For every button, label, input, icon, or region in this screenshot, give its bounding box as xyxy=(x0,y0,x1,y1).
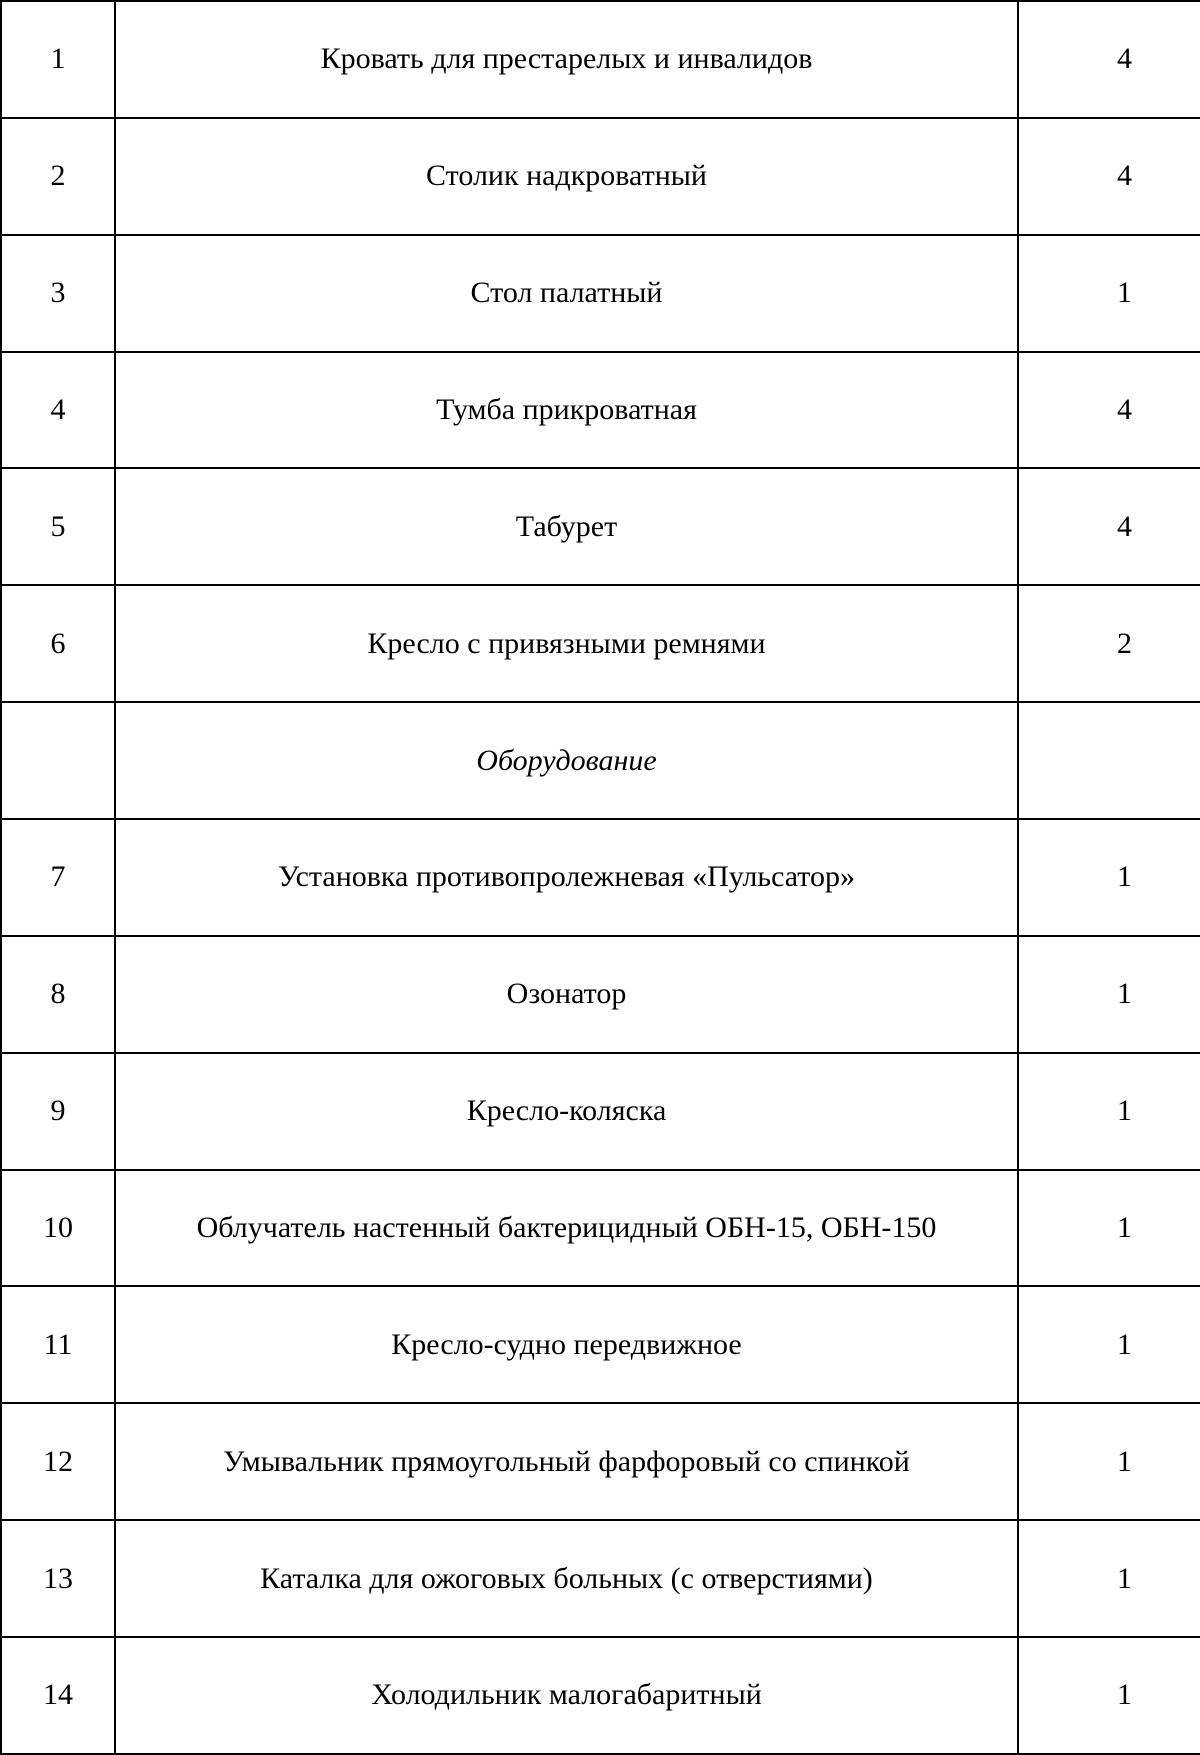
item-quantity: 1 xyxy=(1018,1286,1200,1403)
table-row xyxy=(1,819,1200,936)
item-name: Установка противопролежневая «Пульсатор» xyxy=(115,819,1018,936)
item-quantity xyxy=(1018,702,1200,819)
item-quantity: 1 xyxy=(1018,1520,1200,1637)
row-number: 14 xyxy=(1,1637,115,1754)
table-row xyxy=(1,585,1200,702)
item-name: Стол палатный xyxy=(115,235,1018,352)
row-number: 6 xyxy=(1,585,115,702)
item-quantity: 2 xyxy=(1018,585,1200,702)
item-quantity: 4 xyxy=(1018,1,1200,118)
item-quantity: 4 xyxy=(1018,468,1200,585)
row-number: 3 xyxy=(1,235,115,352)
table-row xyxy=(1,1286,1200,1403)
item-quantity: 1 xyxy=(1018,1170,1200,1287)
table-row xyxy=(1,1053,1200,1170)
table-row xyxy=(1,118,1200,235)
item-quantity: 1 xyxy=(1018,819,1200,936)
row-number: 7 xyxy=(1,819,115,936)
item-name: Холодильник малогабаритный xyxy=(115,1637,1018,1754)
item-name: Кресло-коляска xyxy=(115,1053,1018,1170)
item-name: Столик надкроватный xyxy=(115,118,1018,235)
item-name: Кресло-судно передвижное xyxy=(115,1286,1018,1403)
row-number: 4 xyxy=(1,352,115,469)
item-name: Кресло с привязными ремнями xyxy=(115,585,1018,702)
item-quantity: 1 xyxy=(1018,1053,1200,1170)
table-row xyxy=(1,1170,1200,1287)
item-name: Табурет xyxy=(115,468,1018,585)
item-name: Умывальник прямоугольный фарфоровый со спинкой xyxy=(115,1403,1018,1520)
row-number: 12 xyxy=(1,1403,115,1520)
item-quantity: 1 xyxy=(1018,1403,1200,1520)
table-row xyxy=(1,1520,1200,1637)
row-number: 8 xyxy=(1,936,115,1053)
item-name: Кровать для престарелых и инвалидов xyxy=(115,1,1018,118)
row-number: 5 xyxy=(1,468,115,585)
row-number xyxy=(1,702,115,819)
section-heading: Оборудование xyxy=(115,702,1018,819)
item-quantity: 1 xyxy=(1018,1637,1200,1754)
table-row xyxy=(1,235,1200,352)
item-quantity: 1 xyxy=(1018,936,1200,1053)
row-number: 9 xyxy=(1,1053,115,1170)
table-row xyxy=(1,468,1200,585)
row-number: 10 xyxy=(1,1170,115,1287)
table-row xyxy=(1,1637,1200,1754)
table-row xyxy=(1,1403,1200,1520)
table-row xyxy=(1,936,1200,1053)
row-number: 1 xyxy=(1,1,115,118)
row-number: 11 xyxy=(1,1286,115,1403)
item-name: Тумба прикроватная xyxy=(115,352,1018,469)
row-number: 13 xyxy=(1,1520,115,1637)
table-row xyxy=(1,352,1200,469)
item-name: Облучатель настенный бактерицидный ОБН-15, ОБН-150 xyxy=(115,1170,1018,1287)
row-number: 2 xyxy=(1,118,115,235)
item-name: Озонатор xyxy=(115,936,1018,1053)
item-quantity: 4 xyxy=(1018,118,1200,235)
table-row xyxy=(1,1,1200,118)
item-quantity: 1 xyxy=(1018,235,1200,352)
item-quantity: 4 xyxy=(1018,352,1200,469)
item-name: Каталка для ожоговых больных (с отверстиями) xyxy=(115,1520,1018,1637)
table-row-section-heading xyxy=(1,702,1200,819)
